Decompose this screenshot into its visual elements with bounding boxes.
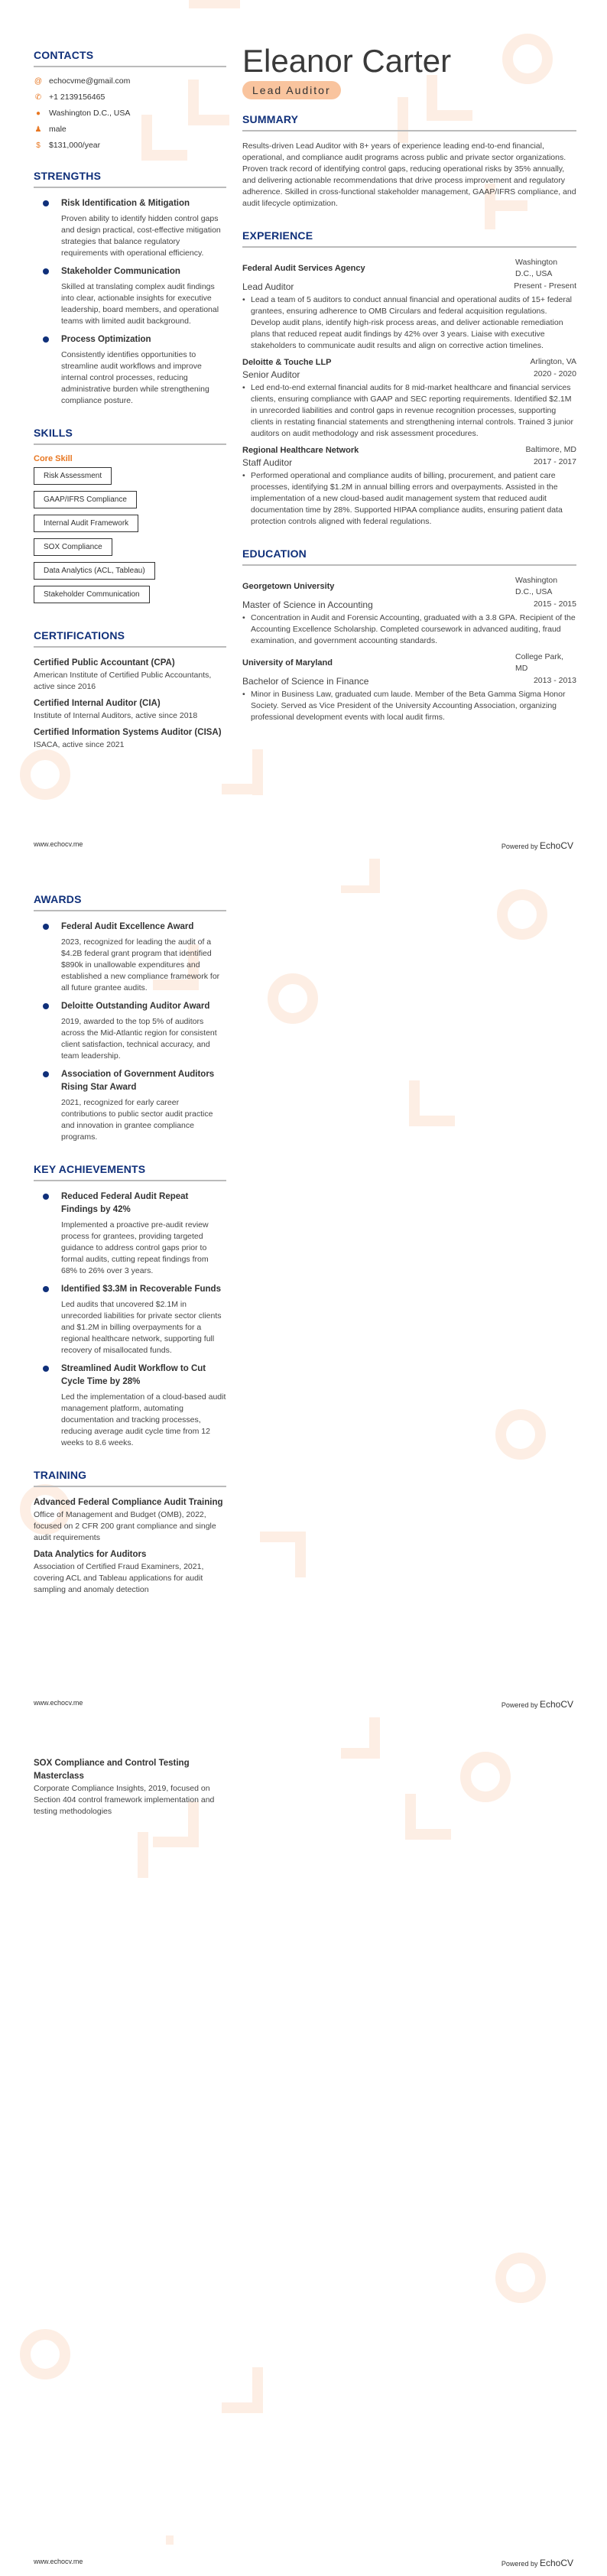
training-desc: Association of Certified Fraud Examiners, 2021, covering ACL and Tableau applications for audit sampling and anomaly detection [34, 1562, 204, 1594]
right-column [242, 43, 576, 743]
section-heading: CERTIFICATIONS [34, 629, 226, 648]
school-name: University of Maryland [242, 658, 333, 668]
award-item: Federal Audit Excellence Award 2023, recognized for leading the audit of a $4.2B federal grant program that identified $890k in unallowable expenditures and established a new compliance framework for all future grantee audits. [34, 921, 226, 994]
experience-item: Federal Audit Services Agency Washington D.C., USA Lead Auditor Present - Present • Lead a team of 5 auditors to conduct annual financial and operational audits of 15+ federal grantees, ensuring adherence to OMB Circulars and federal acquisition regulations. Develop audit plans, identify high-risk process areas, and deliver actionable remediation plans that reduced repeat audit findings by 42% over 3 years. Liaise with executive stakeholders to communicate audit results and align on corrective action timelines. [242, 258, 576, 350]
bullet-icon [43, 1366, 49, 1372]
job-dates: 2017 - 2017 [533, 457, 576, 466]
achievement-item: Reduced Federal Audit Repeat Findings by 42% Implemented a proactive pre-audit review process for grantees, providing targeted guidance to address control gaps prior to formal audits, cutting repeat findings from 68% to 26% over 3 years. [34, 1191, 226, 1277]
summary-section [242, 113, 576, 210]
skill-tag: Risk Assessment [34, 467, 112, 485]
contact-phone[interactable]: ✆ +1 2139156465 [34, 93, 105, 102]
decor-shape [222, 2402, 263, 2413]
phone-icon: ✆ [34, 93, 42, 102]
decor-ring [497, 889, 547, 940]
decor-shape [138, 1832, 148, 1878]
cert-title: Certified Information Systems Auditor (CISA) [34, 728, 222, 737]
strength-title: Risk Identification & Mitigation [61, 199, 190, 208]
degree: Master of Science in Accounting [242, 599, 373, 610]
job-desc: Performed operational and compliance audits of billing, procurement, and patient care processes, identifying $1.2M in annual billing errors and overpayments. Assisted in the implementation of a new cloud-based audit management system that reduced audit documentation time by 28%. Supported HIPAA compliance audits, ensuring patient data protection controls aligned with federal regulations. [251, 471, 563, 526]
candidate-name: Eleanor Carter [242, 43, 452, 79]
resume-page-3 [0, 1717, 607, 2576]
experience-section [242, 229, 576, 528]
bullet-icon [43, 336, 49, 343]
strength-item [34, 333, 226, 407]
contacts-section [34, 49, 226, 150]
awards-section [34, 893, 226, 1143]
education-item: Georgetown University Washington D.C., USA Master of Science in Accounting 2015 - 2015 • Concentration in Audit and Forensic Accounting, graduated with a 3.8 GPA. Recipient of the Accounting Excellence Scholarship. Completed coursework in advanced auditing, fraud examination, and government accounting standards. [242, 576, 576, 645]
strength-title: Stakeholder Communication [61, 267, 180, 276]
bullet-icon [43, 268, 49, 274]
achievement-item: Streamlined Audit Workflow to Cut Cycle Time by 28% Led the implementation of a cloud-based audit management platform, automating documentation and tracking processes, reducing average audit cycle time from 12 weeks to 8.6 weeks. [34, 1363, 226, 1449]
bullet-icon [43, 200, 49, 206]
experience-item: Deloitte & Touche LLP Arlington, VA Senior Auditor 2020 - 2020 • Led end-to-end external financial audits for 8 mid-market healthcare and financial services clients, ensuring compliance with GAAP and SEC reporting requirements. Identified $2.1M in unrecorded liabilities and control gaps in revenue recognition processes, supporting clients in restating financial statements and strengthening internal controls. Trained 3 junior auditors on audit methodology and risk assessment procedures. [242, 357, 576, 438]
job-role: Senior Auditor [242, 369, 300, 380]
edu-desc: Minor in Business Law, graduated cum laude. Member of the Beta Gamma Sigma Honor Society. Served as Vice President of the University Accounting Association, organizing professional development events with local audit firms. [251, 690, 566, 722]
strength-desc: Skilled at translating complex audit findings into clear, actionable insights for executive leadership, board members, and operational teams with limited audit background. [61, 282, 219, 326]
job-role: Staff Auditor [242, 457, 293, 468]
summary-text: Results-driven Lead Auditor with 8+ years of experience leading end-to-end financial, operational, and compliance audit programs across public and private sector organizations. Proven track record of identifying control gaps, reducing operational risks by 35% annually, and delivering actionable recommendations that drive process improvement and regulatory adherence. Skilled in cross-functional stakeholder management, GAAP/IFRS compliance, and audit lifecycle optimization. [242, 141, 576, 208]
cert-desc: Institute of Internal Auditors, active since 2018 [34, 711, 198, 720]
footer-url[interactable]: www.echocv.me [34, 840, 83, 848]
section-heading: STRENGTHS [34, 170, 226, 188]
achievement-item: Identified $3.3M in Recoverable Funds Led audits that uncovered $2.1M in unrecorded liabilities for private sector clients and $1.2M in billing overpayments for a regional healthcare network, supporting full recovery of misallocated funds. [34, 1283, 226, 1356]
edu-dates: 2013 - 2013 [533, 676, 576, 685]
section-heading: EDUCATION [242, 547, 576, 566]
section-heading: SKILLS [34, 427, 226, 445]
decor-shape [295, 1532, 306, 1577]
skill-tag: SOX Compliance [34, 538, 112, 556]
resume-page-2 [0, 859, 607, 1717]
education-item: University of Maryland College Park, MD Bachelor of Science in Finance 2013 - 2013 • Minor in Business Law, graduated cum laude. Member of the Beta Gamma Sigma Honor Society. Served as Vice President of the University Accounting Association, organizing professional development events with local audit firms. [242, 652, 576, 722]
cert-desc: ISACA, active since 2021 [34, 740, 125, 749]
job-role: Lead Auditor [242, 281, 294, 292]
location-icon: ● [35, 109, 41, 118]
job-location: Baltimore, MD [525, 445, 576, 454]
decor-shape [166, 2535, 174, 2545]
education-section [242, 547, 576, 723]
training-desc: Office of Management and Budget (OMB), 2022, focused on 2 CFR 200 grant compliance and single audit requirements [34, 1510, 216, 1542]
bullet-icon [43, 1003, 49, 1009]
edu-dates: 2015 - 2015 [533, 599, 576, 609]
person-icon: ♟ [34, 125, 42, 134]
decor-ring [495, 2253, 546, 2303]
resume-page-1 [0, 0, 607, 859]
email-icon: @ [34, 76, 43, 86]
left-column [34, 49, 226, 771]
section-heading: CONTACTS [34, 49, 226, 67]
bullet-icon [43, 1071, 49, 1077]
cert-title: Certified Public Accountant (CPA) [34, 658, 175, 668]
decor-shape [222, 784, 263, 794]
strength-item [34, 265, 226, 327]
degree: Bachelor of Science in Finance [242, 676, 369, 687]
skill-group-label: Core Skill [34, 454, 73, 463]
training-title: Data Analytics for Auditors [34, 1550, 147, 1559]
strength-title: Process Optimization [61, 335, 151, 344]
job-dates: 2020 - 2020 [533, 369, 576, 378]
decor-shape [189, 0, 240, 8]
strengths-section [34, 170, 226, 407]
cert-title: Certified Internal Auditor (CIA) [34, 699, 161, 708]
training-section [34, 1469, 226, 1596]
bullet-icon [43, 1194, 49, 1200]
skill-tag: Stakeholder Communication [34, 586, 150, 603]
training-desc: Corporate Compliance Insights, 2019, focused on Section 404 control framework implementation and testing methodologies [34, 1784, 215, 1816]
award-item: Deloitte Outstanding Auditor Award 2019, awarded to the top 5% of auditors across the Mid-Atlantic region for consistent client satisfaction, technical accuracy, and team leadership. [34, 1000, 226, 1062]
school-location: College Park, MD [515, 652, 564, 673]
cert-desc: American Institute of Certified Public Accountants, active since 2016 [34, 671, 212, 691]
footer-url[interactable]: www.echocv.me [34, 1699, 83, 1707]
contact-salary: $ $131,000/year [34, 141, 226, 150]
skills-section [34, 427, 226, 609]
decor-ring [460, 1752, 511, 1802]
section-heading: KEY ACHIEVEMENTS [34, 1163, 226, 1181]
contact-email[interactable]: @ echocvme@gmail.com [34, 76, 131, 86]
decor-shape [153, 1837, 199, 1847]
strength-desc: Consistently identifies opportunities to streamline audit workflows and improve internal control processes, reducing administrative burden while strengthening compliance posture. [61, 350, 209, 405]
school-location: Washington D.C., USA [515, 576, 558, 596]
contact-location: ● Washington D.C., USA [34, 109, 226, 118]
skill-tag: Data Analytics (ACL, Tableau) [34, 562, 155, 580]
edu-desc: Concentration in Audit and Forensic Accounting, graduated with a 3.8 GPA. Recipient of the Accounting Excellence Scholarship. Completed coursework in advanced auditing, fraud examination, and government accounting standards. [251, 613, 576, 645]
job-location: Arlington, VA [530, 357, 576, 366]
bullet-icon [43, 924, 49, 930]
footer-url[interactable]: www.echocv.me [34, 2558, 83, 2565]
salary-icon: $ [36, 141, 41, 150]
left-column [34, 1756, 226, 1822]
section-heading: SUMMARY [242, 113, 576, 132]
decor-shape [409, 1116, 455, 1126]
decor-shape [341, 885, 380, 893]
page-footer: www.echocv.me Powered by EchoCV [34, 1699, 573, 1710]
decor-ring [268, 973, 318, 1024]
footer-brand[interactable]: EchoCV [539, 1699, 573, 1710]
strength-desc: Proven ability to identify hidden control gaps and design practical, cost-effective mitigation strategies that balance regulatory requirements with operational efficiency. [61, 214, 221, 258]
job-desc: Led end-to-end external financial audits for 8 mid-market healthcare and financial services clients, ensuring compliance with GAAP and SEC reporting requirements. Identified $2.1M in unrecorded liabilities and control gaps in revenue recognition processes, supporting clients in restating financial statements and strengthening internal controls. Trained 3 junior auditors on audit methodology and risk assessment procedures. [251, 383, 573, 438]
decor-shape [341, 1748, 380, 1759]
section-heading: TRAINING [34, 1469, 226, 1487]
section-heading: AWARDS [34, 893, 226, 911]
section-heading: EXPERIENCE [242, 229, 576, 248]
skill-tag: Internal Audit Framework [34, 515, 138, 532]
skill-tag: GAAP/IFRS Compliance [34, 491, 137, 508]
award-item: Association of Government Auditors Rising Star Award 2021, recognized for early career contributions to public sector audit practice and innovation in grantee compliance programs. [34, 1068, 226, 1143]
company-name: Deloitte & Touche LLP [242, 357, 332, 367]
contact-gender: ♟ male [34, 125, 67, 134]
job-title-badge: Lead Auditor [242, 81, 341, 99]
company-name: Federal Audit Services Agency [242, 264, 365, 273]
left-column [34, 893, 226, 1616]
training-title: Advanced Federal Compliance Audit Training [34, 1498, 223, 1507]
achievements-section [34, 1163, 226, 1449]
bullet-icon [43, 1286, 49, 1292]
certifications-section [34, 629, 226, 751]
strength-item [34, 197, 226, 259]
decor-ring [495, 1409, 546, 1460]
decor-ring [20, 2329, 70, 2379]
footer-brand[interactable]: EchoCV [539, 840, 573, 851]
job-dates: Present - Present [514, 281, 576, 291]
job-desc: Lead a team of 5 auditors to conduct annual financial and operational audits of 15+ federal grantees, ensuring adherence to OMB Circulars and federal acquisition regulations. Develop audit plans, identify high-risk process areas, and deliver actionable remediation plans that reduced repeat audit findings by 42% over 3 years. Liaise with executive stakeholders to communicate audit results and align on corrective action timelines. [251, 295, 573, 350]
page-footer: www.echocv.me Powered by EchoCV [34, 2558, 573, 2568]
training-title: SOX Compliance and Control Testing Masterclass [34, 1759, 190, 1781]
page-footer: www.echocv.me Powered by EchoCV [34, 840, 573, 851]
job-location: Washington D.C., USA [515, 258, 558, 278]
school-name: Georgetown University [242, 582, 335, 591]
decor-shape [405, 1829, 451, 1840]
footer-brand[interactable]: EchoCV [539, 2558, 573, 2568]
company-name: Regional Healthcare Network [242, 445, 359, 455]
experience-item: Regional Healthcare Network Baltimore, MD Staff Auditor 2017 - 2017 • Performed operational and compliance audits of billing, procurement, and patient care processes, identifying $1.2M in annual billing errors and overpayments. Assisted in the implementation of a new cloud-based audit management system that reduced audit documentation time by 28%. Supported HIPAA compliance audits, ensuring patient data protection controls aligned with federal regulations. [242, 445, 576, 526]
